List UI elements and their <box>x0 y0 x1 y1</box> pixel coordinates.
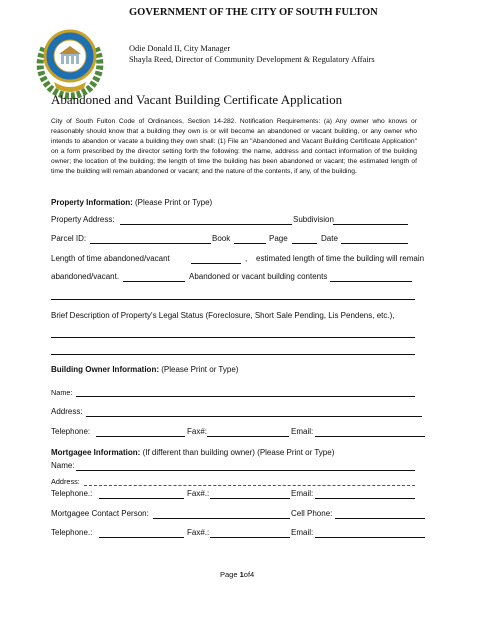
mortgagee-email-field[interactable] <box>315 498 415 499</box>
mortgagee-contact-label: Mortgagee Contact Person: <box>51 509 149 518</box>
owner-telephone-label: Telephone: <box>51 427 91 436</box>
property-heading <box>51 198 212 207</box>
mortgagee-email2-label: Email: <box>291 528 314 537</box>
property-heading-label: Property Information: <box>51 198 133 207</box>
length-abandoned-field[interactable] <box>191 263 241 264</box>
city-seal-logo <box>30 18 110 100</box>
director: Shayla Reed, Director of Community Development & Regulatory Affairs <box>129 55 375 64</box>
mortgagee-name-label: Name: <box>51 461 75 470</box>
length-abandoned-label: Length of time abandoned/vacant <box>51 254 170 263</box>
book-label: Book <box>212 234 231 243</box>
book-field[interactable] <box>234 243 266 244</box>
contents-field[interactable] <box>330 281 412 282</box>
page-field[interactable] <box>292 243 317 244</box>
owner-address-label: Address: <box>51 407 83 416</box>
mortgagee-email2-field[interactable] <box>315 537 425 538</box>
contents-field-line2[interactable] <box>51 299 415 300</box>
legal-status-field-2[interactable] <box>51 354 415 355</box>
mortgagee-fax2-label: Fax#.: <box>187 528 210 537</box>
owner-heading <box>51 365 238 374</box>
owner-telephone-field[interactable] <box>96 436 185 437</box>
page-label: Page <box>269 234 288 243</box>
owner-fax-label: Fax#: <box>187 427 208 436</box>
legal-status-field-1[interactable] <box>51 337 415 338</box>
mortgagee-email-label: Email: <box>291 489 314 498</box>
parcel-id-field[interactable] <box>90 243 211 244</box>
mortgagee-fax2-field[interactable] <box>210 537 290 538</box>
property-address-field[interactable] <box>120 224 292 225</box>
mortgagee-heading-note: (If different than building owner) (Please Print or Type) <box>140 448 335 457</box>
mortgagee-telephone2-field[interactable] <box>99 537 184 538</box>
owner-fax-field[interactable] <box>207 436 289 437</box>
cell-phone-field[interactable] <box>335 518 425 519</box>
mortgagee-fax-field[interactable] <box>210 498 290 499</box>
property-address-label: Property Address: <box>51 215 115 224</box>
page-word: Page <box>220 570 238 579</box>
legal-status-label: Brief Description of Property's Legal Status (Foreclosure, Short Sale Pending, Lis Pendens, etc.), <box>51 311 395 320</box>
form-title: Abandoned and Vacant Building Certificate Application <box>51 92 343 107</box>
owner-address-field[interactable] <box>86 416 422 417</box>
mortgagee-address-label: Address: <box>51 477 80 486</box>
owner-name-field[interactable] <box>76 396 415 397</box>
contents-label: Abandoned or vacant building contents <box>189 272 328 281</box>
mortgagee-address-field[interactable] <box>84 485 415 486</box>
mortgagee-heading <box>51 448 334 457</box>
mortgagee-name-field[interactable] <box>76 470 415 471</box>
parcel-id-label: Parcel ID: <box>51 234 87 243</box>
mortgagee-telephone-label: Telephone.: <box>51 489 93 498</box>
estimated-length-field[interactable] <box>123 281 185 282</box>
property-heading-note: (Please Print or Type) <box>132 198 213 207</box>
mortgagee-fax-label: Fax#.: <box>187 489 210 498</box>
cell-phone-label: Cell Phone: <box>291 509 333 518</box>
city-manager: Odie Donald II, City Manager <box>129 44 231 53</box>
subdivision-label: Subdivision <box>293 215 334 224</box>
mortgagee-telephone-field[interactable] <box>99 498 184 499</box>
org-name: GOVERNMENT OF THE CITY OF SOUTH FULTON <box>129 7 378 18</box>
mortgagee-telephone2-label: Telephone.: <box>51 528 93 537</box>
ordinance-paragraph <box>51 117 417 176</box>
owner-heading-note: (Please Print or Type) <box>159 365 239 374</box>
comma-sep: , <box>245 254 248 263</box>
estimated-length-label: estimated length of time the building will remain <box>256 254 425 263</box>
owner-email-field[interactable] <box>315 436 425 437</box>
mortgagee-heading-label: Mortgagee Information: <box>51 448 141 457</box>
mortgagee-contact-field[interactable] <box>153 518 290 519</box>
ordinance-text: City of South Fulton Code of Ordinances, Section 14-282. Notification Requirements: (a) Any owner who knows or reasonably should know that a building they own is or will become an abandoned or vacant building, or any owner who intends to abandon or vacate a building they own shall: (1) File an "Abandoned and Vacant Building Certificate Application" on a form prescribed by the director setting forth the following: the name, address and contact information of the building owner; the location of the building; the length of time the building has been abandoned or vacant; the estimated length of time the building will remain abandoned or vacant; and the nature of the contents, if any, of the building. <box>51 118 417 175</box>
owner-name-label: Name: <box>51 388 73 397</box>
owner-heading-label: Building Owner Information: <box>51 365 159 374</box>
subdivision-field[interactable] <box>333 224 408 225</box>
date-field[interactable] <box>341 243 408 244</box>
page-current: 1 <box>239 570 244 579</box>
page-total: of4 <box>243 570 255 579</box>
abandoned-vacant-label: abandoned/vacant. <box>51 272 120 281</box>
page-number <box>220 570 254 579</box>
owner-email-label: Email: <box>291 427 314 436</box>
date-label: Date <box>321 234 338 243</box>
